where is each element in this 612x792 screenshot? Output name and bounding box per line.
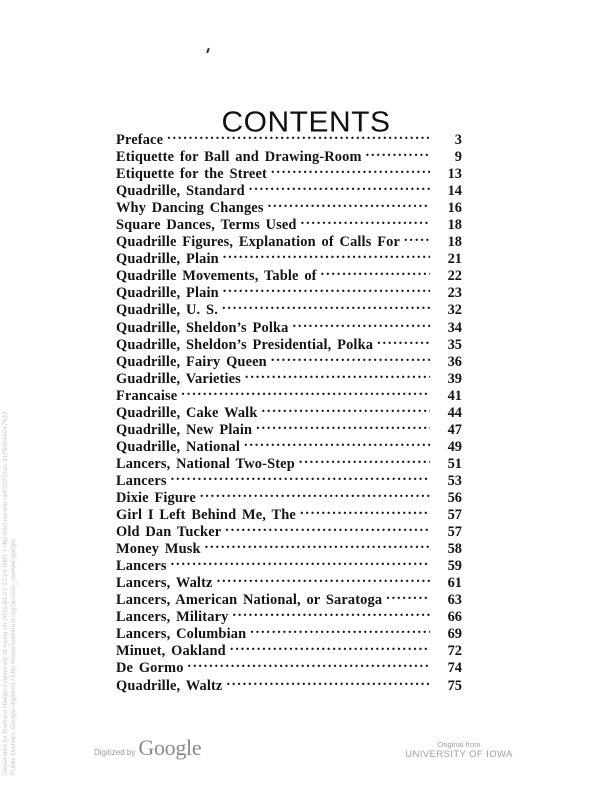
toc-entry-page-number: 3 [454,132,462,148]
page-title: CONTENTS [221,106,391,139]
toc-entry-title: Quadrille Movements, Table of [116,268,317,285]
dot-leader [300,502,430,519]
toc-entry-page-number: 47 [447,421,462,438]
toc-entry-title: Minuet, Oakland [116,643,226,660]
toc-entry-page-number: 36 [447,353,462,370]
dot-leader [268,195,430,212]
toc-entry-page-number: 16 [447,200,462,217]
toc-entry-page-number: 35 [447,336,462,353]
dot-leader [386,587,430,604]
toc-entry-page-number: 44 [447,404,462,421]
dot-leader [271,161,430,178]
google-logo: Google [138,735,202,760]
toc-entry-title: Quadrille, U. S. [116,302,218,319]
dot-leader [188,655,430,672]
dot-leader [205,536,430,553]
toc-entry-title: Preface [116,132,164,148]
dot-leader [366,144,430,161]
toc-entry-page-number: 69 [447,626,462,643]
toc-entry-title: Why Dancing Changes [116,200,264,217]
toc-entry-page-number: 23 [447,285,462,302]
toc-entry [116,127,462,148]
dot-leader [232,604,430,621]
toc-entry-page-number: 72 [447,643,462,660]
toc-entry-title: Quadrille, Plain [116,285,219,302]
toc-entry-title: Lancers, Waltz [116,575,213,592]
dot-leader [217,570,430,587]
watermark-line-2: Public Domain, Google-digitized / http://www.hathitrust.org/access_use#pd-google [10,538,17,775]
dot-leader [225,519,430,536]
toc-entry-page-number: 22 [447,268,462,285]
toc-entry-title: Quadrille, Cake Walk [116,404,258,421]
toc-entry-title: Francaise [116,387,178,404]
dot-leader [223,280,430,297]
toc-entry-page-number: 18 [447,234,462,251]
toc-entry-title: Lancers, Military [116,609,229,626]
toc-entry-page-number: 32 [447,302,462,319]
dot-leader [271,349,430,366]
dot-leader [167,127,430,144]
watermark-line-1: Generated for Barbara Hodge (University of Iowa) on 2016-01-21 22:24 GMT / http://hdl.handle.net/2027/iau.31858044247633 [2,411,9,775]
toc-entry-page-number: 18 [447,217,462,234]
toc-entry-page-number: 21 [447,251,462,268]
toc-entry-title: Lancers [116,558,167,575]
toc-entry-page-number: 51 [447,455,462,472]
dot-leader [230,638,430,655]
toc-entry-page-number: 49 [447,438,462,455]
toc-entry-page-number: 63 [447,592,462,609]
toc-entry-title: Quadrille, Plain [116,251,219,268]
toc-entry-page-number: 9 [454,149,462,166]
toc-entry-title: Quadrille, Sheldon’s Polka [116,319,289,336]
dot-leader [299,451,430,468]
digitized-by-google [94,735,201,761]
toc-entry-page-number: 57 [447,507,462,524]
toc-entry-page-number: 57 [447,524,462,541]
toc-entry-title: Quadrille, Waltz [116,677,223,694]
dot-leader [293,315,431,332]
toc-entry-page-number: 75 [447,677,462,694]
toc-entry-title: Quadrille Figures, Explanation of Calls For [116,234,401,251]
toc-entry-page-number: 34 [447,319,462,336]
dot-leader [200,485,430,502]
toc-entry-title: Etiquette for Ball and Drawing-Room [116,149,362,166]
toc-entry [116,485,462,506]
toc-entry-title: Guadrille, Varieties [116,370,241,387]
dot-leader [377,332,430,349]
dot-leader [249,178,430,195]
toc-entry-title: Quadrille, Fairy Queen [116,353,267,370]
toc-entry-page-number: 61 [447,575,462,592]
toc-entry-page-number: 74 [447,660,462,677]
dot-leader [171,553,430,570]
toc-entry-title: Lancers, American National, or Saratoga [116,592,383,609]
toc-entry-page-number: 53 [447,472,462,489]
toc-entry-title: Quadrille, Sheldon’s Presidential, Polka [116,336,374,353]
toc-entry-page-number: 14 [447,183,462,200]
dot-leader [223,246,430,263]
toc-entry-title: De Gormo [116,660,184,677]
toc-entry-title: Lancers, Columbian [116,626,247,643]
dot-leader [404,229,430,246]
toc-entry-page-number: 41 [447,387,462,404]
toc-entry [116,570,462,592]
toc-entry-title: Lancers [116,472,167,489]
dot-leader [244,434,430,451]
toc-entry-title: Quadrille, National [116,438,240,455]
toc-entry-title: Quadrille, New Plain [116,421,253,438]
toc-entry-title: Etiquette for the Street [116,166,267,183]
dot-leader [256,417,430,434]
original-from-label: Original from [437,740,481,749]
dot-leader [222,297,430,314]
dot-leader [181,383,430,400]
toc-entry-page-number: 56 [447,489,462,506]
toc-entry-page-number: 66 [447,609,462,626]
dot-leader [226,673,430,690]
stray-ink-mark [206,48,210,53]
toc-entry-page-number: 39 [447,370,462,387]
toc-entry-page-number: 13 [447,166,462,183]
original-from [404,740,514,761]
toc-entry-title: Quadrille, Standard [116,183,245,200]
toc-entry-page-number: 58 [447,541,462,558]
dot-leader [301,212,430,229]
dot-leader [250,621,430,638]
toc-entry-title: Dixie Figure [116,489,196,506]
toc-entry-title: Girl I Left Behind Me, The [116,507,296,524]
dot-leader [261,400,430,417]
dot-leader [321,263,430,280]
toc-entry-title: Old Dan Tucker [116,524,222,541]
digitized-by-label: Digitized by [94,748,136,757]
toc-entry [116,144,462,166]
toc-entry-title: Money Musk [116,541,201,558]
table-of-contents [116,127,462,694]
toc-entry-title: Lancers, National Two-Step [116,455,295,472]
dot-leader [245,366,430,383]
toc-entry-title: Square Dances, Terms Used [116,217,297,234]
dot-leader [171,468,430,485]
institution-name: UNIVERSITY OF IOWA [405,749,513,760]
hathitrust-watermark [2,412,18,775]
toc-entry-page-number: 59 [447,558,462,575]
